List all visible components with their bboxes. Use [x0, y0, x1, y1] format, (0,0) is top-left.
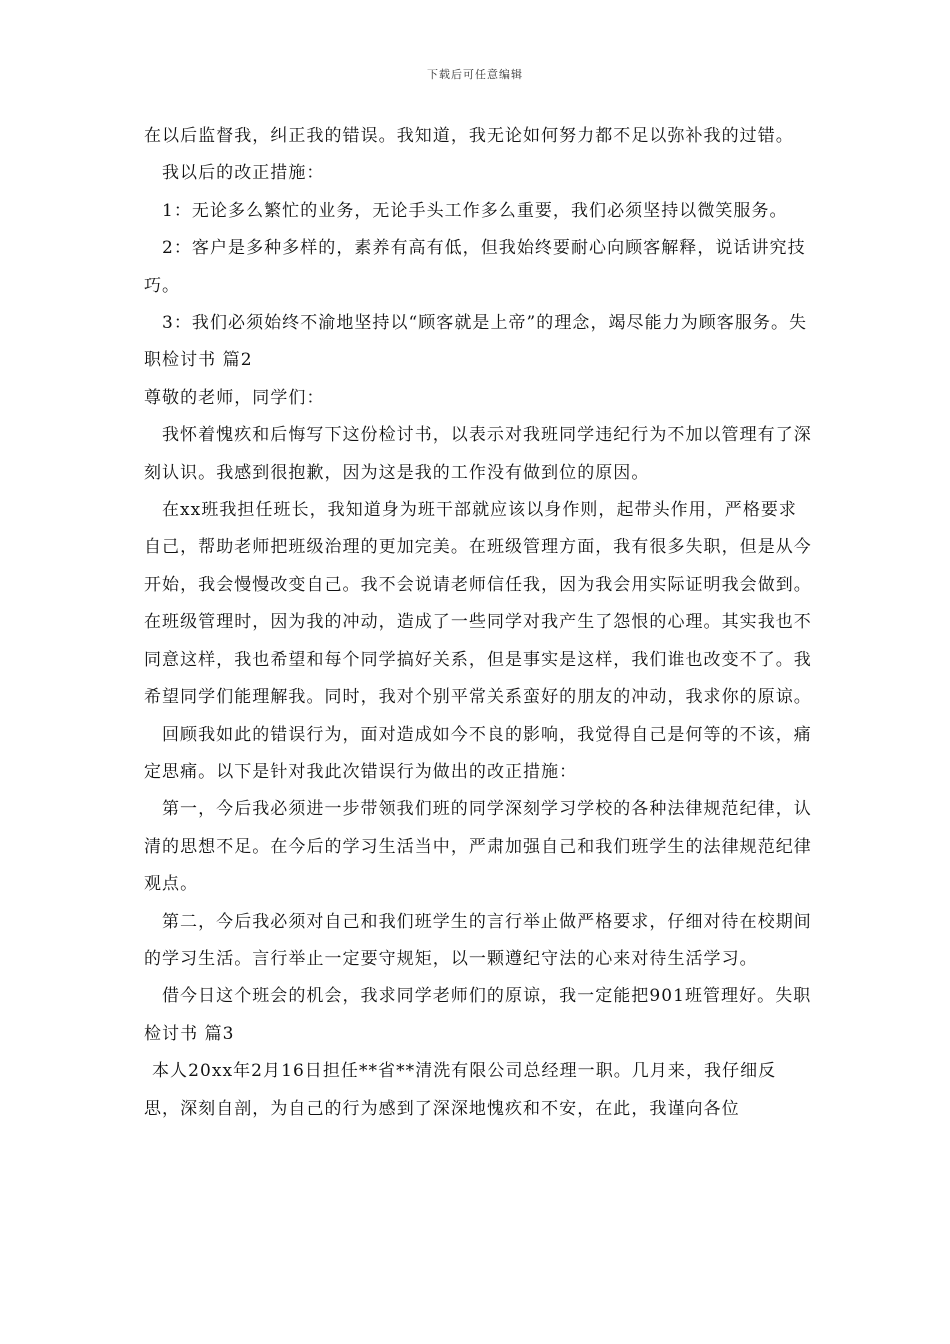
paragraph: 借今日这个班会的机会，我求同学老师们的原谅，我一定能把901班管理好。失职检讨书 篇3	[144, 986, 812, 1044]
paragraph: 第二，今后我必须对自己和我们班学生的言行举止做严格要求，仔细对待在校期间的学习生活。言行举止一定要守规矩，以一颗遵纪守法的心来对待生活学习。	[144, 911, 812, 969]
paragraph: 第一，今后我必须进一步带领我们班的同学深刻学习学校的各种法律规范纪律，认清的思想不足。在今后的学习生活当中，严肃加强自己和我们班学生的法律规范纪律观点。	[144, 799, 812, 895]
paragraph: 在xx班我担任班长，我知道身为班干部就应该以身作则，起带头作用，严格要求自己，帮助老师把班级治理的更加完美。在班级管理方面，我有很多失职，但是从今开始，我会慢慢改变自己。我不会说请老师信任我，因为我会用实际证明我会做到。在班级管理时，因为我的冲动，造成了一些同学对我产生了怨恨的心理。其实我也不同意这样，我也希望和每个同学搞好关系，但是事实是这样，我们谁也改变不了。我希望同学们能理解我。同时，我对个别平常关系蛮好的朋友的冲动，我求你的原谅。	[144, 500, 812, 708]
paragraph: 回顾我如此的错误行为，面对造成如今不良的影响，我觉得自己是何等的不该，痛定思痛。以下是针对我此次错误行为做出的改正措施：	[144, 724, 812, 782]
paragraph: 我以后的改正措施：	[162, 163, 325, 184]
paragraph: 在以后监督我，纠正我的错误。我知道，我无论如何努力都不足以弥补我的过错。	[144, 126, 794, 146]
document-body	[144, 118, 812, 1128]
page-header: 下载后可任意编辑	[427, 68, 523, 81]
salutation: 尊敬的老师，同学们：	[144, 387, 325, 408]
paragraph: 1：无论多么繁忙的业务，无论手头工作多么重要，我们必须坚持以微笑服务。	[162, 200, 788, 221]
paragraph: 本人20xx年2月16日担任**省**清洗有限公司总经理一职。几月来，我仔细反思，深刻自剖，为自己的行为感到了深深地愧疚和不安，在此，我谨向各位	[144, 1061, 777, 1119]
paragraph: 3：我们必须始终不渝地坚持以“顾客就是上帝”的理念，竭尽能力为顾客服务。失职检讨书 篇2	[144, 313, 808, 371]
paragraph: 我怀着愧疚和后悔写下这份检讨书，以表示对我班同学违纪行为不加以管理有了深刻认识。我感到很抱歉，因为这是我的工作没有做到位的原因。	[144, 425, 812, 483]
paragraph: 2：客户是多种多样的，素养有高有低，但我始终要耐心向顾客解释，说话讲究技巧。	[144, 238, 806, 296]
